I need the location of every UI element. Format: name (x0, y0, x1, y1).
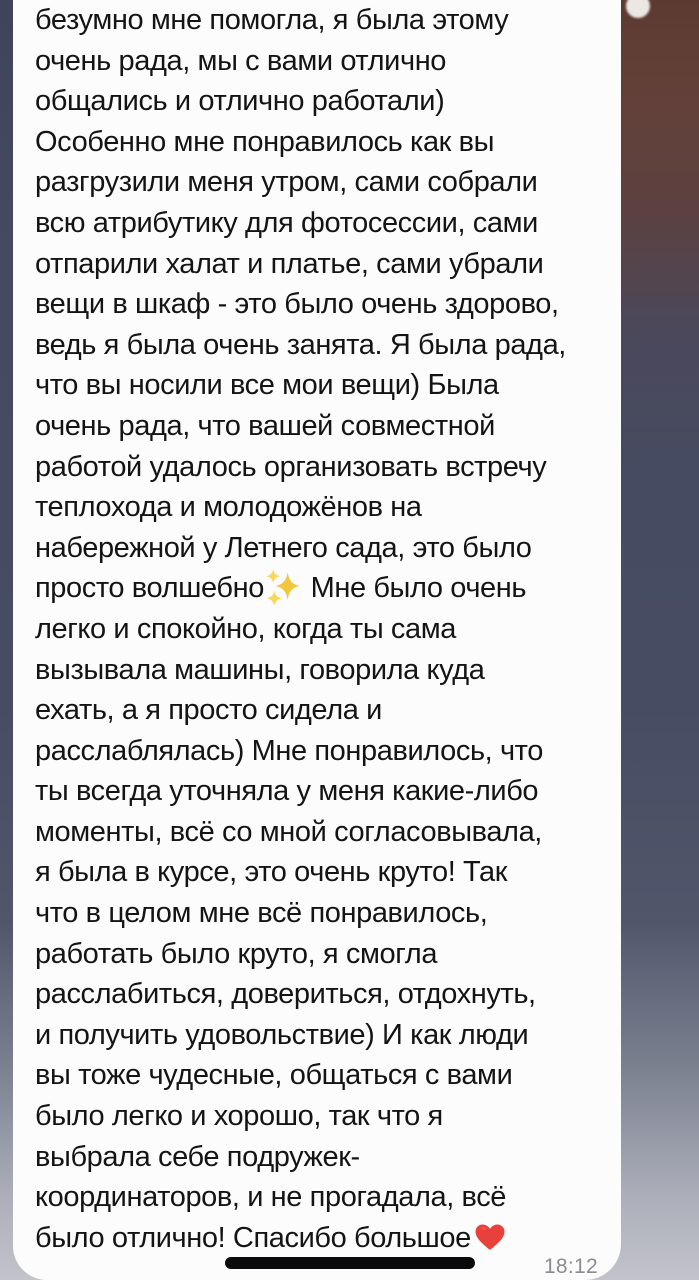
message-line: разгрузили меня утром, сами собрали (35, 166, 538, 199)
message-line: работать было круто, я смогла (35, 937, 438, 970)
message-line: Особенно мне понравилось как вы (35, 125, 495, 158)
message-line: было легко и хорошо, так что я (35, 1100, 443, 1133)
message-line: теплохода и молодожёнов на (35, 491, 422, 524)
message-line: очень рада, мы с вами отлично (35, 44, 447, 77)
message-line: ведь я была очень занята. Я была рада, (35, 328, 566, 361)
message-line: что в целом мне всё понравилось, (35, 897, 488, 930)
message-bubble (13, 0, 621, 1280)
message-line: вещи в шкаф - это было очень здорово, (35, 288, 559, 321)
message-line: что вы носили все мои вещи) Была (35, 369, 499, 402)
message-line: просто волшебно Мне было очень (35, 568, 615, 609)
message-line: координаторов, и не прогадала, всё (35, 1181, 507, 1214)
heart-emoji (473, 1220, 507, 1252)
message-line: отпарили халат и платье, сами убрали (35, 247, 544, 280)
sparkles-emoji (265, 568, 302, 605)
message-line: ты всегда уточняла у меня какие-либо (35, 775, 539, 808)
message-line: расслабиться, довериться, отдохнуть, (35, 978, 536, 1011)
message-line: безумно мне помогла, я была этому (35, 4, 509, 36)
message-line: набережной у Летнего сада, это было (35, 531, 532, 564)
message-line: я была в курсе, это очень круто! Так (35, 856, 508, 889)
message-line: было отлично! Спасибо большое (35, 1218, 615, 1259)
message-line: моменты, всё со мной согласовывала, (35, 815, 542, 848)
message-line: и получить удовольствие) И как люди (35, 1018, 529, 1051)
message-line: выбрала себе подружек- (35, 1140, 360, 1173)
message-timestamp: 18:12 (543, 1255, 598, 1278)
message-line: всю атрибутику для фотосессии, сами (35, 206, 538, 239)
message-line: вызывала машины, говорила куда (35, 653, 485, 686)
message-line: вы тоже чудесные, общаться с вами (35, 1059, 513, 1092)
message-line: общались и отлично работали) (35, 85, 445, 118)
message-line: ехать, а я просто сидела и (35, 694, 382, 727)
message-line: расслаблялась) Мне понравилось, что (35, 734, 543, 767)
message-text (35, 0, 615, 1258)
message-line: очень рада, что вашей совместной (35, 409, 495, 442)
message-line: легко и спокойно, когда ты сама (35, 612, 457, 645)
message-line: работой удалось организовать встречу (35, 450, 547, 483)
home-indicator[interactable] (225, 1257, 475, 1269)
background-blur-brown (621, 0, 699, 470)
